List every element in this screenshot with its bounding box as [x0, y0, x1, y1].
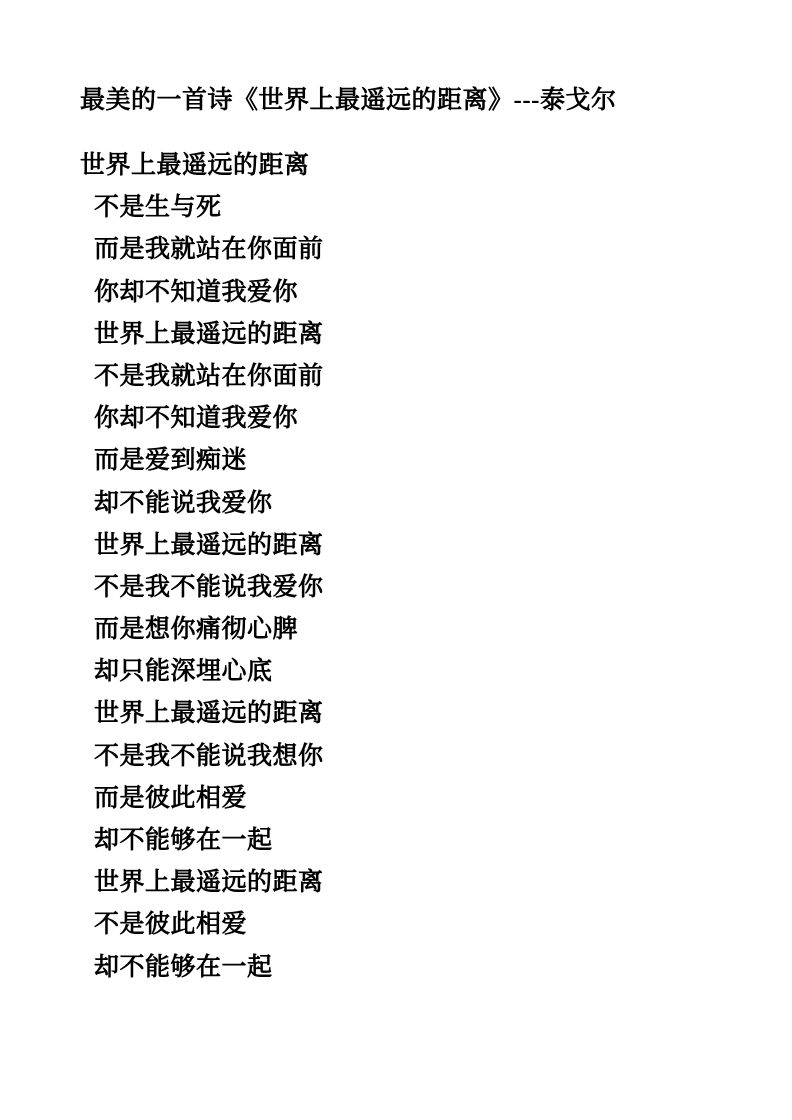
poem-line: 而是我就站在你面前: [94, 236, 324, 264]
poem-line: 世界上最遥远的距离: [94, 320, 324, 348]
poem-line: 你却不知道我爱你: [94, 405, 299, 433]
poem-line: 不是我不能说我想你: [94, 742, 324, 770]
poem-line: 却不能够在一起: [94, 827, 273, 854]
poem-line: 世界上最遥远的距离: [80, 152, 310, 179]
poem-line: 你却不知道我爱你: [94, 278, 299, 306]
poem-line: 却只能深埋心底: [94, 658, 273, 686]
poem-line: 不是生与死: [94, 194, 222, 222]
poem-line: 世界上最遥远的距离: [94, 531, 324, 559]
poem-line: 不是彼此相爱: [94, 911, 248, 939]
poem-line: 却不能够在一起: [94, 953, 273, 981]
poem-line: 世界上最遥远的距离: [94, 700, 324, 728]
poem-line: 而是爱到痴迷: [94, 447, 248, 475]
poem-line: 不是我就站在你面前: [94, 362, 324, 390]
poem-line: 而是彼此相爱: [94, 784, 248, 812]
poem-line: 而是想你痛彻心脾: [94, 616, 299, 644]
poem-line: 却不能说我爱你: [94, 489, 273, 517]
poem-title: 最美的一首诗《世界上最遥远的距离》---泰戈尔: [80, 87, 617, 114]
poem-line: 世界上最遥远的距离: [94, 869, 324, 897]
poem-line: 不是我不能说我爱你: [94, 573, 324, 601]
poem-body: [80, 145, 324, 989]
